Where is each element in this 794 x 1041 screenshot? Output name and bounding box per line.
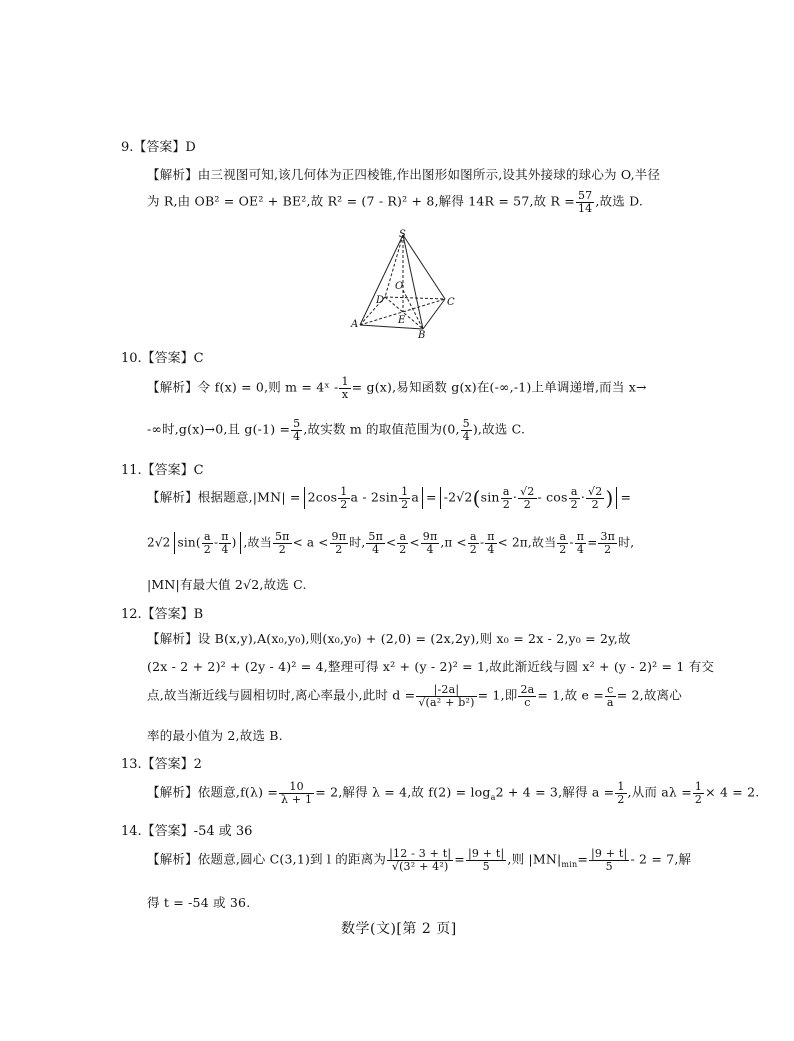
label-c: C (447, 297, 455, 308)
q10-answer: 10.【答案】C (121, 351, 204, 366)
q11-line2: 2√2 sin( $\frac{a}{2}$ - $\frac{\pi}{4}$ ) ,故当 $\frac{5\pi}{2}$ < a < $\frac{9\pi}{2}$ 时, $\frac{5\pi}{4}$ < $\frac{a}{2}$ < $\frac{9\pi}{4}$ ,π < $\frac{a}{2}$ - $\frac{\pi}{4}$ < 2π,故当 $\frac{a}{2}$ - $\frac{\pi}{4}$ = $\frac{3\pi}{2}$ 时, (147, 530, 635, 556)
label-s: S (399, 229, 406, 240)
q10-line2: -∞时,g(x)→0,且 g(-1) = $\frac{5}{4}$ ,故实数 m 的取值范围为(0, $\frac{5}{4}$ ),故选 C. (147, 417, 526, 443)
q12-line3: 点,故当渐近线与圆相切时,离心率最小,此时 d = $\frac{|-2a|}{\text{√(a² + b²)}}$ = 1,即 $\frac{2a}{c}$ = 1,故 e = $\frac{c}{a}$ = 2,故离心 (147, 683, 682, 709)
q9-line1: 【解析】由三视图可知,该几何体为正四棱锥,作出图形如图所示,设其外接球的球心为 O,半径 (147, 167, 661, 182)
q9-answer: 9.【答案】D (121, 140, 196, 155)
q12-line1: 【解析】设 B(x,y),A(x₀,y₀),则(x₀,y₀) + (2,0) = (2x,2y),则 x₀ = 2x - 2,y₀ = 2y,故 (147, 631, 631, 646)
q14-answer: 14.【答案】-54 或 36 (121, 824, 253, 839)
page-footer: 数学(文)[第 2 页] (341, 921, 457, 937)
q11-line3: |MN|有最大值 2√2,故选 C. (147, 577, 307, 592)
label-e: E (398, 315, 406, 326)
q12-line4: 率的最小值为 2,故选 B. (147, 728, 283, 743)
q14-line2: 得 t = -54 或 36. (147, 895, 251, 910)
pyramid-figure (345, 226, 465, 341)
label-b: B (418, 330, 426, 341)
q13-line1: 【解析】依题意,f(λ) = $\frac{10}{\lambda + 1}$ = 2,解得 λ = 4,故 $f(2) = \log_a2 + 4 = 3$,解得 a = $\frac{1}{2}$ ,从而 aλ = $\frac{1}{2}$ × 4 = 2. (147, 780, 760, 806)
q11-line1: 【解析】根据题意,|MN| = 2cos $\frac{1}{2}$ a - 2sin $\frac{1}{2}$ a = -2√2(sin $\frac{a}{2}$ · $\frac{√2}{2}$ - cos $\frac{a}{2}$ · $\frac{√2}{2}$ ) = (147, 485, 632, 511)
q13-answer: 13.【答案】2 (121, 757, 202, 772)
q9-line2: 为 R,由 OB² = OE² + BE²,故 R² = (7 - R)² + 8,解得 14R = 57,故 R = $\frac{57}{14}$ ,故选 D. (147, 189, 644, 215)
q11-answer: 11.【答案】C (121, 463, 204, 478)
q14-line1: 【解析】依题意,圆心 C(3,1)到 l 的距离为 $\frac{|12 - 3 + t|}{\text{√(3² + 4²)}}$ = $\frac{|9 + t|}{5}$ ,则 $|MN|_{min}=$ $\frac{|9 + t|}{5}$ - 2 = 7,解 (147, 847, 692, 873)
label-a: A (351, 319, 359, 330)
label-o: O (395, 281, 404, 292)
q12-answer: 12.【答案】B (121, 607, 204, 622)
q10-line1: 【解析】令 f(x) = 0,则 m = 4ˣ - $\frac{1}{x}$ = g(x),易知函数 g(x)在(-∞,-1)上单调递增,而当 x→ (147, 375, 647, 401)
q12-line2: (2x - 2 + 2)² + (2y - 4)² = 4,整理可得 x² + (y - 2)² = 1,故此渐近线与圆 x² + (y - 2)² = 1 有交 (147, 659, 715, 674)
label-d: D (376, 295, 385, 306)
